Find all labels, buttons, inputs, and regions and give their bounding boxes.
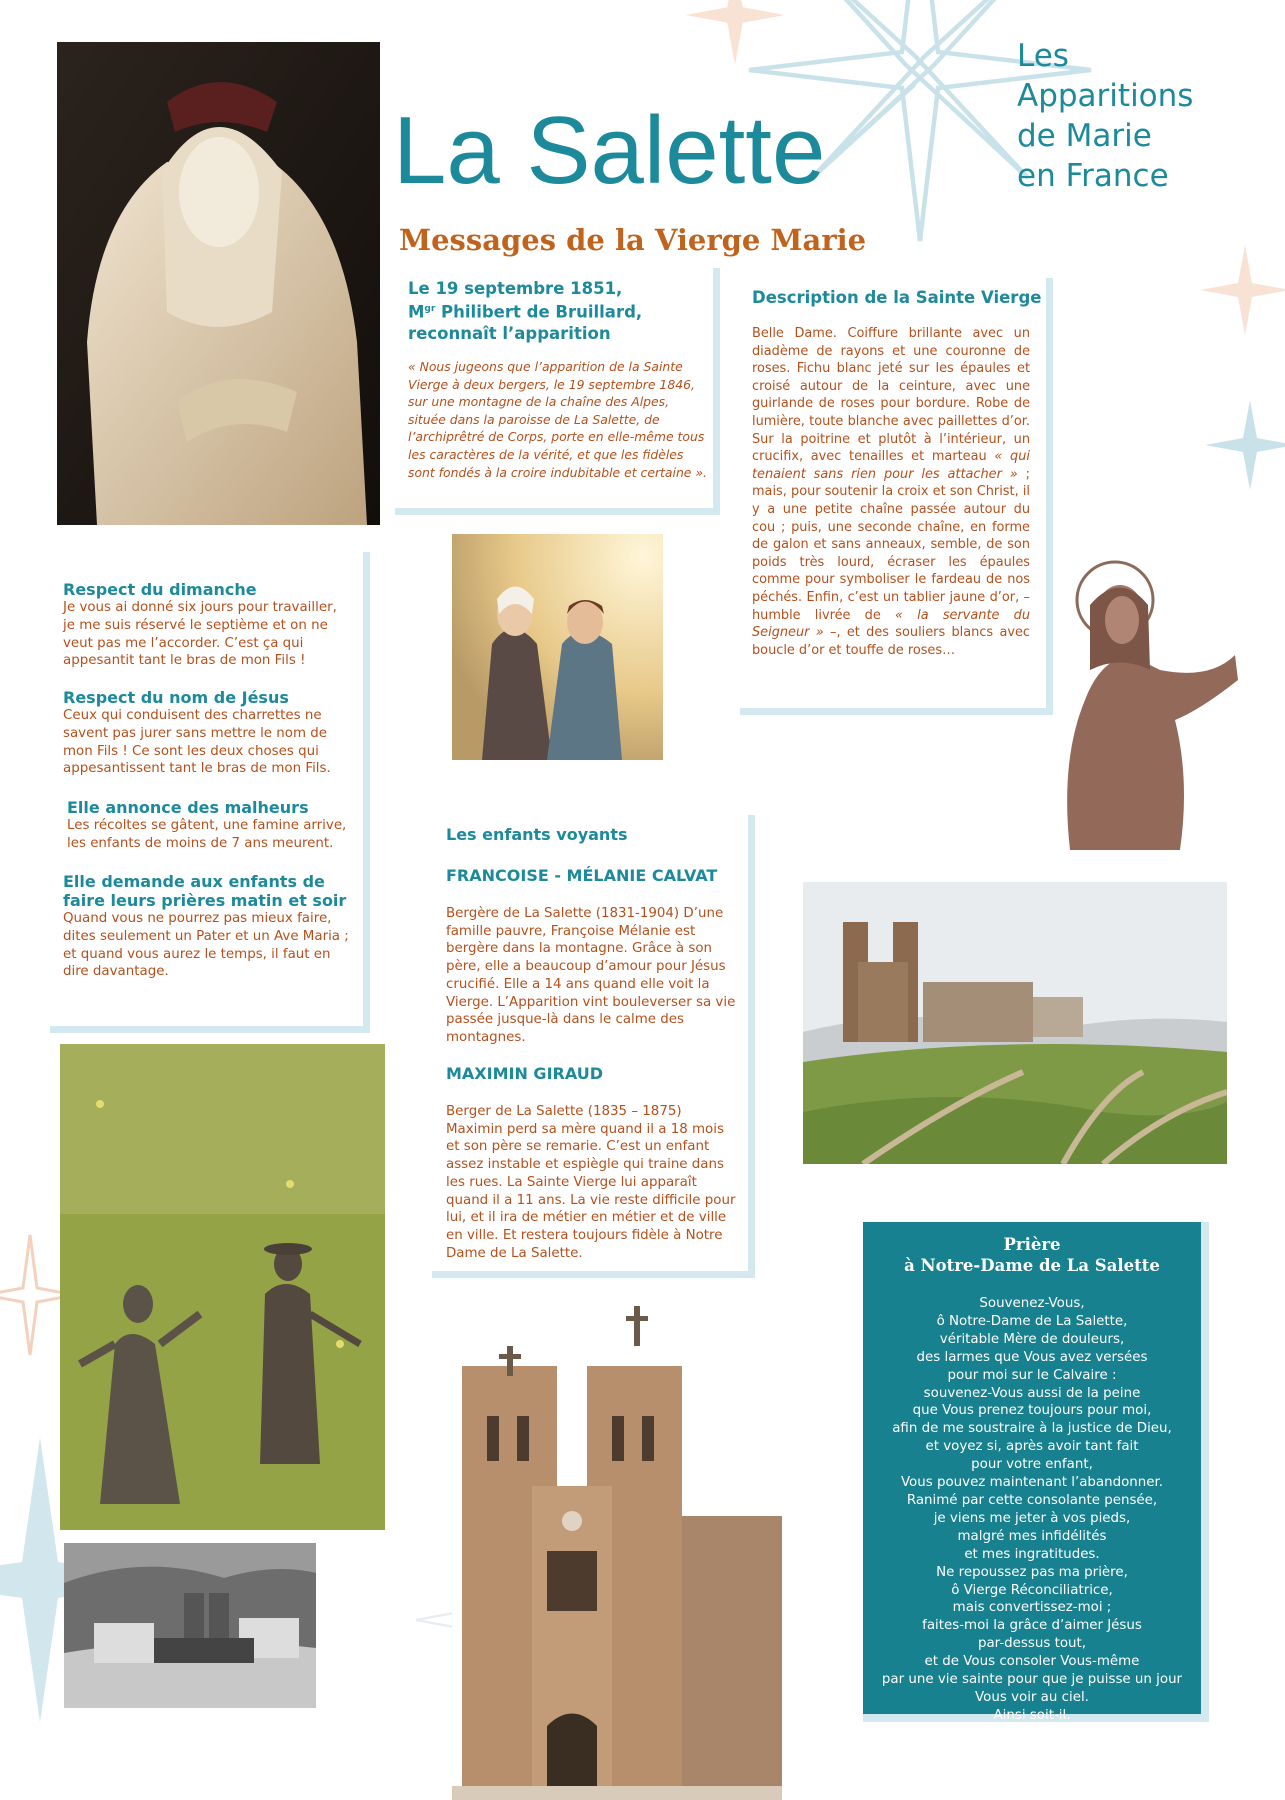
messages-box xyxy=(50,552,370,1033)
children-painting-photo xyxy=(452,534,663,760)
children-statues-meadow-photo xyxy=(60,1044,385,1530)
message-title: Elle annonce des malheurs xyxy=(67,798,309,817)
decree-box xyxy=(395,268,720,515)
prayer-title-line-2: à Notre-Dame de La Salette xyxy=(904,1256,1160,1275)
star-decoration-peach-top xyxy=(680,0,790,70)
message-text: Je vous ai donné six jours pour travailler, je me suis réservé le septième et on ne veut pas me l’accorder. C’est ça qui appesantit tant le bras de mon Fils ! xyxy=(63,600,337,669)
children-title: Les enfants voyants xyxy=(446,825,628,844)
basilica-landscape-photo xyxy=(803,882,1227,1164)
melanie-text: Bergère de La Salette (1831-1904) D’une famille pauvre, Françoise Mélanie est bergère dans la montagne. Grâce à son père, elle a beaucoup d’amour pour Jésus crucifié. Elle a 14 ans quand elle voit la Vierge. L’Apparition vint bouleverser sa vie passée jusque-là dans le calme des montagnes. xyxy=(446,906,736,1045)
virgin-bust-statue-photo xyxy=(1060,560,1240,850)
star-decoration-peach-right xyxy=(1195,240,1285,340)
page-title: La Salette xyxy=(393,97,826,204)
message-text: Ceux qui conduisent des charrettes ne savent pas jurer sans mettre le nom de mon Fils ! Ce sont les deux choses qui appesantissent tant le bras de mon Fils. xyxy=(63,708,331,777)
historic-bw-photo xyxy=(64,1543,316,1708)
decree-quote: « Nous jugeons que l’apparition de la Sainte Vierge à deux bergers, le 19 septembre 1846, sur une montagne de la chaîne des Alpes, située dans la paroisse de La Salette, de l’archiprêtré de Corps, porte en elle-même tous les caractères de la vérité, et que les fidèles sont fondés à la croire indubitable et certaine ». xyxy=(408,359,707,480)
decree-title-name: Philibert de Bruillard, xyxy=(435,302,643,322)
children-box xyxy=(432,815,755,1278)
prayer-title xyxy=(863,1234,1201,1276)
message-prayers xyxy=(63,872,353,981)
message-misfortunes xyxy=(67,798,357,853)
description-text xyxy=(752,325,1030,659)
series-title xyxy=(1017,36,1267,196)
description-part-3: –, et des souliers blancs avec boucle d’or et touffe de roses… xyxy=(752,625,1030,658)
series-line-4: en France xyxy=(1017,158,1169,194)
prayer-box xyxy=(863,1222,1209,1722)
maximin-text: Berger de La Salette (1835 – 1875) Maximin perd sa mère quand il a 18 mois et son père se remarie. C’est un enfant assez instable et espiègle qui traine dans les rues. La Sainte Vierge lui apparaît quand il a 11 ans. La vie reste difficile pour lui, et il ira de métier en métier et de ville en ville. Et restera toujours fidèle à Notre Dame de La Salette. xyxy=(446,1104,736,1261)
decree-title-mgr: M xyxy=(408,302,425,322)
description-part-1: Belle Dame. Coiffure brillante avec un diadème de rayons et une couronne de roses. Fichu blanc jeté sur les épaules et croisé autour de la ceinture, avec une guirlande de roses pour bordure. Robe de lumière, toute blanche avec paillettes d’or. Sur la poitrine et plutôt à l’intérieur, un crucifix, avec tenailles et marteau xyxy=(752,326,1030,465)
decree-title-line-3: reconnaît l’apparition xyxy=(408,323,611,343)
star-decoration-blue-right xyxy=(1200,395,1285,495)
basilica-facade-photo xyxy=(452,1306,782,1800)
message-title: Elle demande aux enfants de faire leurs prières matin et soir xyxy=(63,872,347,910)
decree-title-line-1: Le 19 septembre 1851, xyxy=(408,279,623,298)
message-text: Quand vous ne pourrez pas mieux faire, dites seulement un Pater et un Ave Maria ; et quand vous aurez le temps, il faut en dire davantage. xyxy=(63,911,349,980)
series-line-1: Les xyxy=(1017,38,1069,74)
page-subtitle: Messages de la Vierge Marie xyxy=(399,223,867,257)
series-line-2: Apparitions xyxy=(1017,78,1194,114)
message-text: Les récoltes se gâtent, une famine arrive, les enfants de moins de 7 ans meurent. xyxy=(67,818,347,851)
message-name-of-jesus xyxy=(63,688,353,778)
maximin-name: MAXIMIN GIRAUD xyxy=(446,1064,603,1083)
prayer-title-line-1: Prière xyxy=(1003,1235,1061,1254)
description-quote-2: « la servante du Seigneur » xyxy=(752,607,1031,641)
description-quote-1: « qui tenaient sans rien pour les attacher » xyxy=(752,449,1030,482)
decree-title-line-2 xyxy=(408,299,708,323)
melanie-name: FRANCOISE - MÉLANIE CALVAT xyxy=(446,866,718,885)
virgin-statue-photo xyxy=(57,42,380,525)
decree-title-mgr-sup: gr xyxy=(424,304,436,314)
series-line-3: de Marie xyxy=(1017,118,1152,154)
message-sunday xyxy=(63,580,353,670)
description-part-2: ; mais, pour soutenir la croix et son Christ, il y a une petite chaîne passée autour du cou ; puis, une seconde chaîne, en forme de galon et sans anneaux, semble, de son poids très lourd, écraser les épaules comme pour symboliser le fardeau de nos péchés. Enfin, c’est un tablier jaune d’or, – humble livrée de xyxy=(752,466,1030,623)
description-title: Description de la Sainte Vierge xyxy=(752,288,1042,307)
message-title: Respect du nom de Jésus xyxy=(63,688,289,707)
prayer-text: Souvenez-Vous, ô Notre-Dame de La Salette, véritable Mère de douleurs, des larmes que Vous avez versées pour moi sur le Calvaire : souvenez-Vous aussi de la peine que Vous prenez toujours pour moi, afin de me soustraire à la justice de Dieu, et voyez si, après avoir tant fait pour votre enfant, Vous pouvez maintenant l’abandonner. Ranimé par cette consolante pensée, je viens me jeter à vos pieds, malgré mes infidélités et mes ingratitudes. Ne repoussez pas ma prière, ô Vierge Réconciliatrice, mais convertissez-moi ; faites-moi la grâce d’aimer Jésus par-dessus tout, et de Vous consoler Vous-même par une vie sainte pour que je puisse un jour Vous voir au ciel. Ainsi soit-il. xyxy=(881,1296,1183,1723)
description-box xyxy=(740,278,1053,715)
message-title: Respect du dimanche xyxy=(63,580,257,599)
decree-title xyxy=(408,278,708,344)
